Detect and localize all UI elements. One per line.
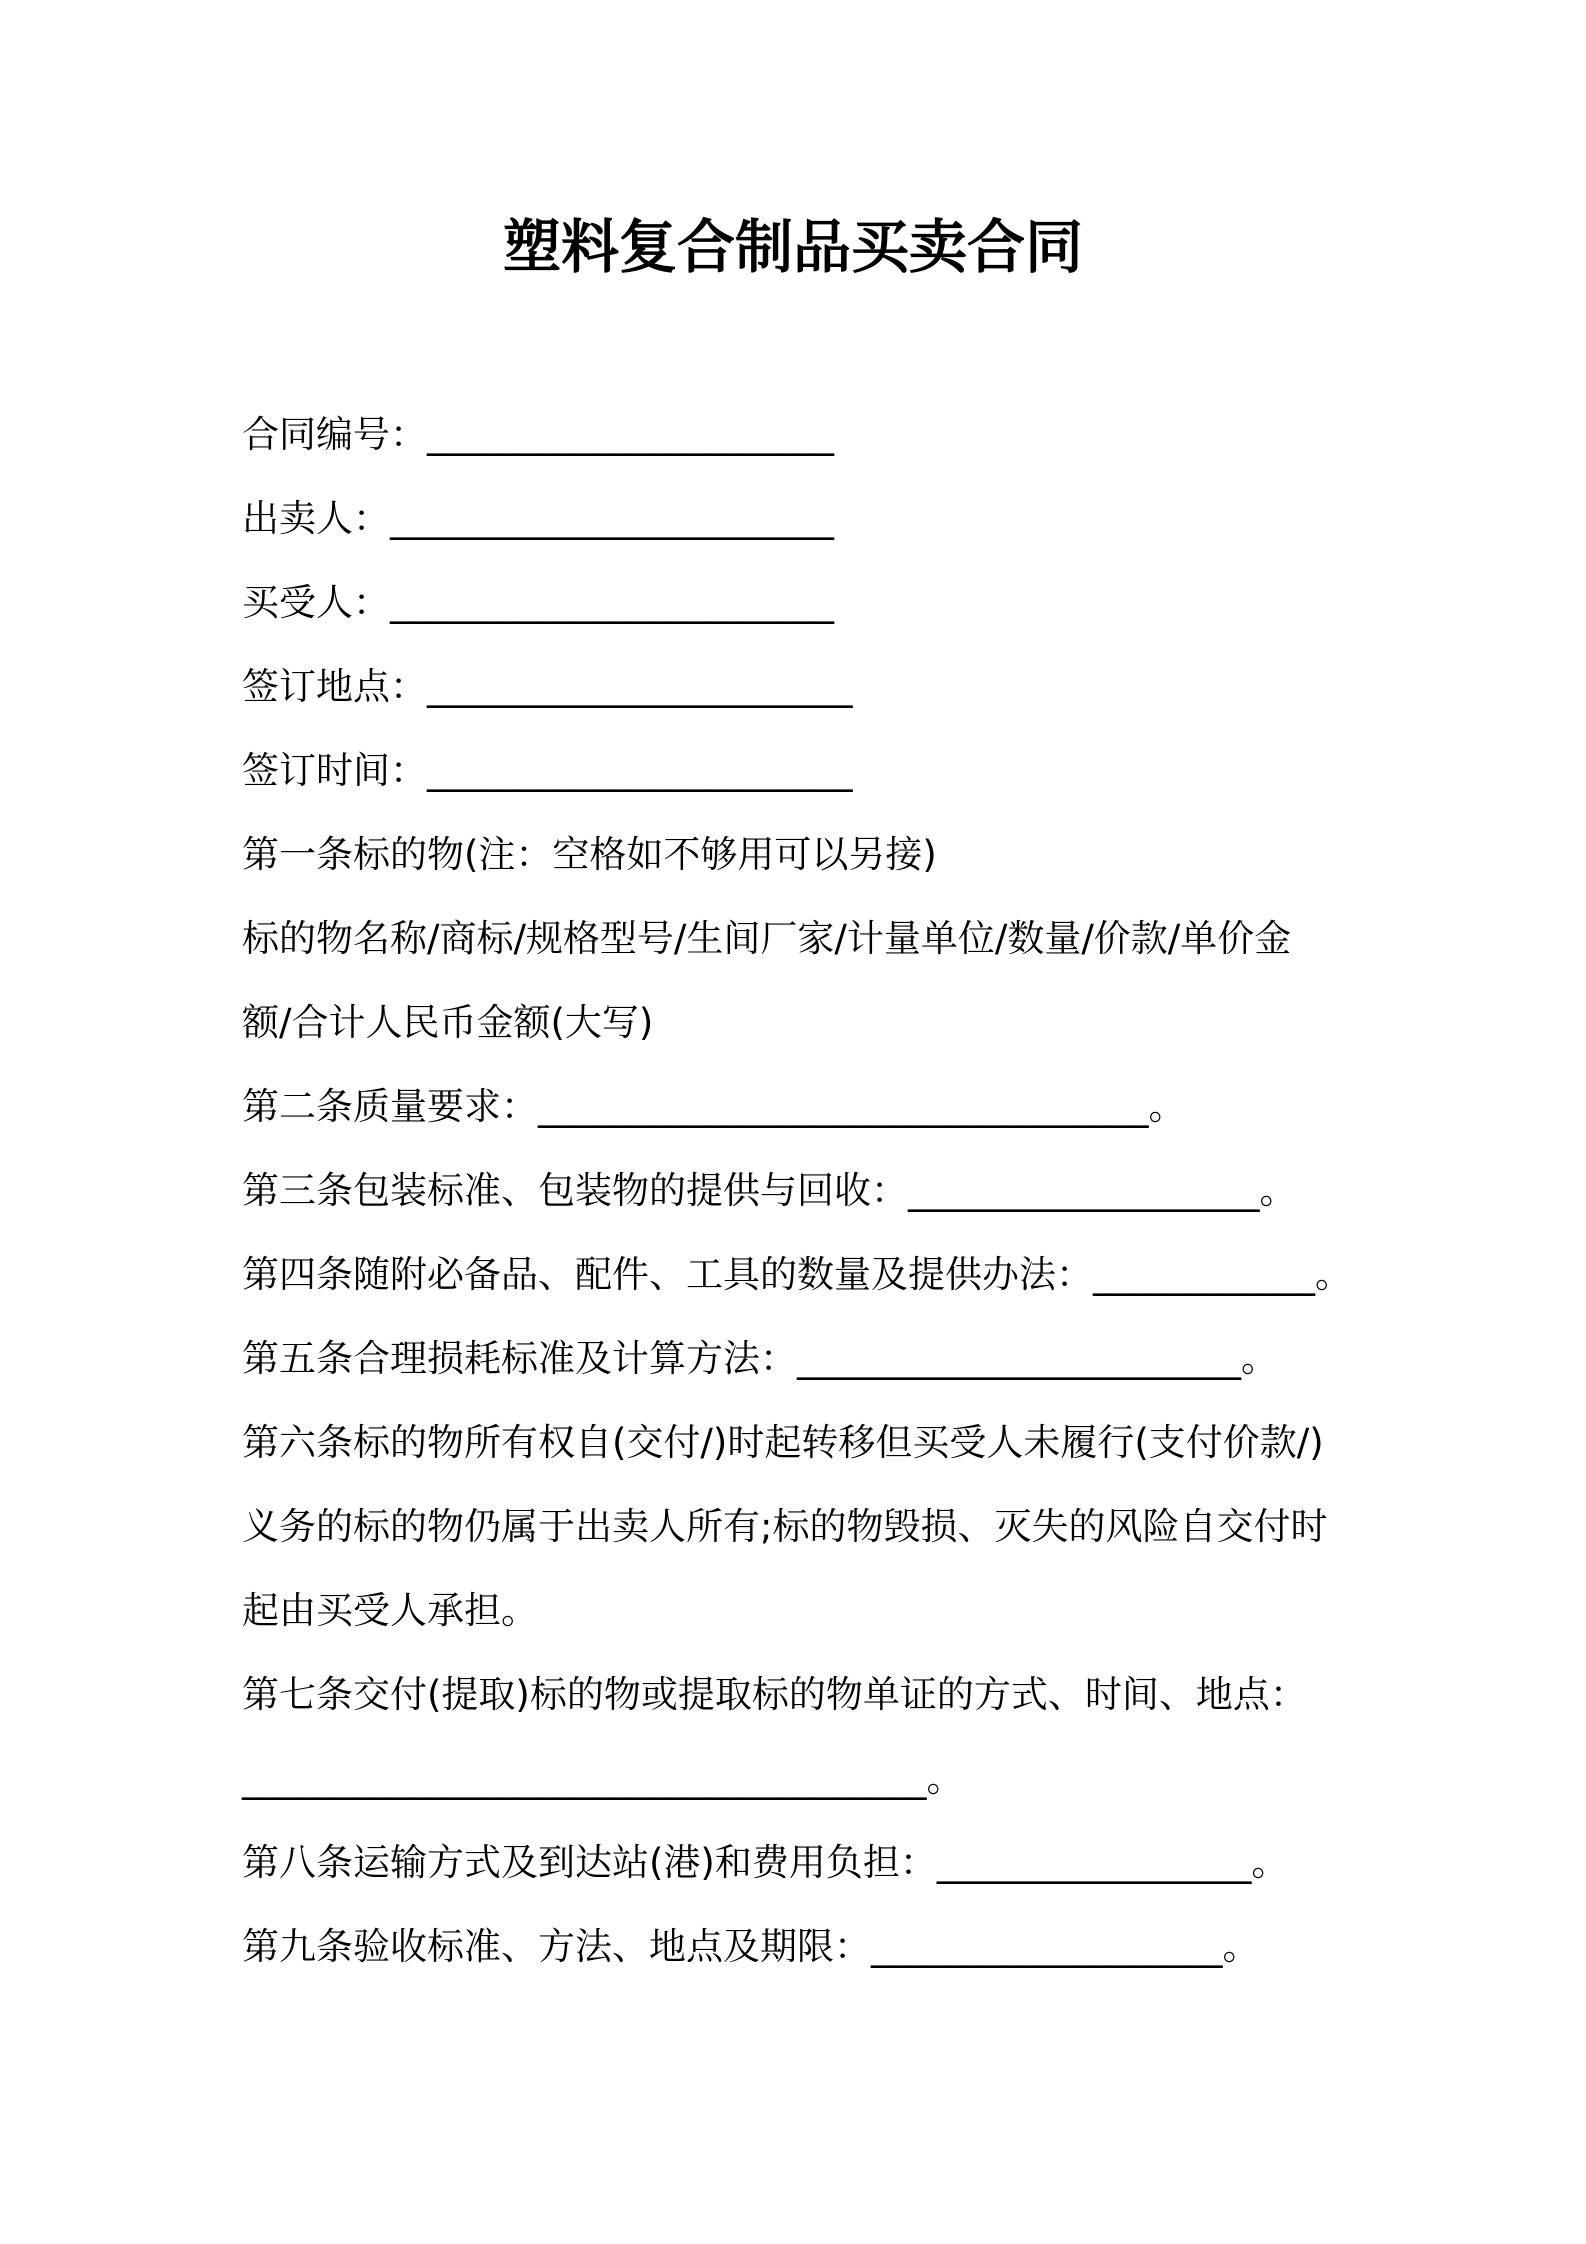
article-3 — [242, 1149, 1462, 1233]
fill-in-blank: ______________________ — [427, 413, 834, 456]
article-text: 第二条质量要求： — [242, 1085, 538, 1128]
fill-in-blank: ________________________ — [797, 1337, 1241, 1380]
field-signing-place — [242, 645, 1462, 729]
field-contract-number — [242, 393, 1462, 477]
field-seller — [242, 477, 1462, 561]
fill-in-blank: ___________________ — [871, 1925, 1223, 1968]
field-signing-time — [242, 729, 1462, 813]
fill-in-blank: ____________ — [1093, 1253, 1315, 1296]
article-text: 第四条随附必备品、配件、工具的数量及提供办法： — [242, 1253, 1093, 1296]
article-1-heading: 第一条标的物(注：空格如不够用可以另接) — [242, 833, 937, 876]
fill-in-blank: _______________________ — [427, 665, 853, 708]
article-7-blank-line — [242, 1737, 1462, 1821]
article-6-text-line: 起由买受人承担。 — [242, 1589, 538, 1632]
period-mark: 。 — [1259, 1169, 1297, 1212]
fill-in-blank: ________________________ — [390, 581, 834, 624]
period-mark: 。 — [926, 1757, 964, 1800]
fill-in-blank: _______________________ — [427, 749, 853, 792]
article-5 — [242, 1317, 1462, 1401]
fill-in-blank: ________________________ — [390, 497, 834, 540]
article-text: 第九条验收标准、方法、地点及期限： — [242, 1925, 871, 1968]
period-mark: 。 — [1222, 1925, 1260, 1968]
document-title: 塑料复合制品买卖合同 — [502, 213, 1083, 281]
period-mark: 。 — [1251, 1841, 1289, 1884]
fill-in-blank: _________________________________ — [538, 1085, 1149, 1128]
article-6-text-line: 义务的标的物仍属于出卖人所有;标的物毁损、灭失的风险自交付时 — [242, 1505, 1328, 1548]
article-9 — [242, 1905, 1462, 1989]
field-label: 出卖人： — [242, 497, 390, 540]
field-buyer — [242, 561, 1462, 645]
article-1-text-line: 额/合计人民币金额(大写) — [242, 1001, 654, 1044]
period-mark: 。 — [1148, 1085, 1186, 1128]
article-6-text-line: 第六条标的物所有权自(交付/)时起转移但买受人未履行(支付价款/) — [242, 1421, 1324, 1464]
article-1-text-line: 标的物名称/商标/规格型号/生间厂家/计量单位/数量/价款/单价金 — [242, 917, 1292, 960]
article-text: 第八条运输方式及到达站(港)和费用负担： — [242, 1841, 937, 1884]
article-7: 第七条交付(提取)标的物或提取标的物单证的方式、时间、地点： — [242, 1673, 1307, 1716]
field-label: 合同编号： — [242, 413, 427, 456]
field-label: 买受人： — [242, 581, 390, 624]
fill-in-blank: ___________________ — [908, 1169, 1260, 1212]
article-text: 第三条包装标准、包装物的提供与回收： — [242, 1169, 908, 1212]
article-4 — [242, 1233, 1462, 1317]
period-mark: 。 — [1241, 1337, 1278, 1380]
article-8 — [242, 1821, 1462, 1905]
field-label: 签订时间： — [242, 749, 427, 792]
field-label: 签订地点： — [242, 665, 427, 708]
article-2 — [242, 1065, 1462, 1149]
period-mark: 。 — [1315, 1253, 1352, 1296]
fill-in-blank: _________________ — [936, 1841, 1252, 1884]
contract-body — [242, 393, 1462, 1989]
fill-in-blank: _____________________________________ — [242, 1757, 927, 1800]
article-text: 第五条合理损耗标准及计算方法： — [242, 1337, 797, 1380]
